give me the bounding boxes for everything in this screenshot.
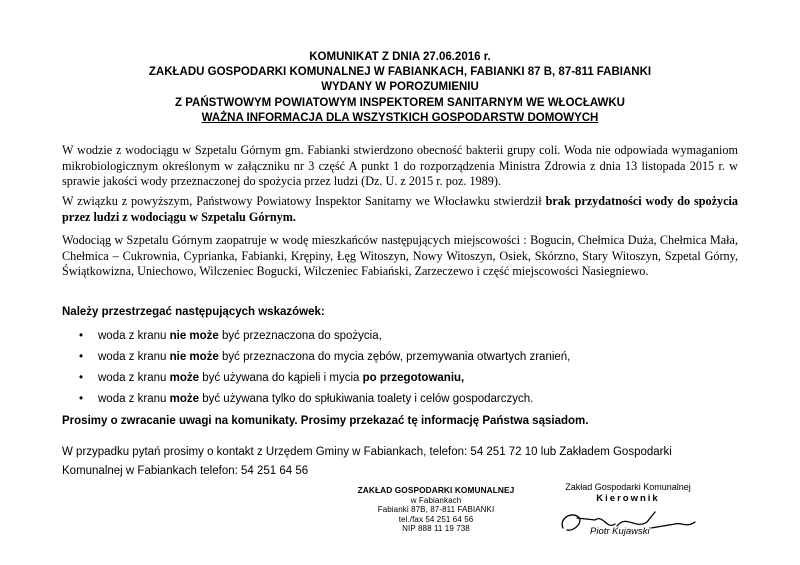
paragraph-localities: Wodociąg w Szpetalu Górnym zaopatruje w wodę mieszkańców następujących miejscowości : Bogucin, Chełmica Duża, Chełmica Mała, Chełmica – Cukrownia, Cyprianka, Fabianki, Krępiny, Łęg Witoszyn, Nowy Witoszyn, Osiek, Skórzno, Stary Witoszyn, Szpetal Górny, Świątkowizna, Uniechowo, Wilczeniec Bogucki, Wilczeniec Fabiański, Zarzeczewo i część miejscowości Nasiegniewo. (62, 233, 738, 278)
neighbors-request: Prosimy o zwracanie uwagi na komunikaty. Prosimy przekazać tę informację Państwa sąsiadom. (62, 415, 589, 427)
list-item: • woda z kranu może być używana do kąpieli i mycia po przegotowaniu, (79, 372, 465, 384)
stamp-line: NIP 888 11 19 738 (402, 524, 470, 533)
bullet-icon: • (79, 393, 84, 405)
manager-org: Zakład Gospodarki Komunalnej (565, 482, 691, 492)
header-agreement-line: WYDANY W POROZUMIENIU (321, 81, 479, 93)
instructions-list (62, 328, 742, 412)
stamp-line: Fabianki 87B, 87-811 FABIANKI (377, 505, 495, 514)
header-date-line: KOMUNIKAT Z DNIA 27.06.2016 r. (309, 51, 491, 63)
stamp-line: ZAKŁAD GOSPODARKI KOMUNALNEJ (357, 485, 515, 495)
contact-line: Komunalnej w Fabiankach telefon: 54 251 64 56 (62, 465, 309, 477)
decision-bold-text: brak przydatności wody do spożycia przez ludzi z wodociągu w Szpetalu Górnym. (62, 194, 738, 224)
paragraph-inspector-decision (62, 194, 738, 225)
manager-title: Kierownik (596, 493, 660, 504)
bullet-icon: • (79, 372, 84, 384)
list-item: • woda z kranu może być używana tylko do spłukiwania toalety i celów gospodarczych. (79, 393, 534, 405)
bullet-icon: • (79, 330, 84, 342)
handwritten-signature (555, 500, 705, 545)
header-important-line: WAŻNA INFORMACJA DLA WSZYSTKICH GOSPODARSTW DOMOWYCH (201, 112, 599, 124)
contact-line: W przypadku pytań prosimy o kontakt z Urzędem Gminy w Fabiankach, telefon: 54 251 72 10 lub Zakładem Gospodarki (62, 446, 672, 458)
stamp-line: tel./fax 54 251 64 56 (398, 514, 474, 524)
list-item: • woda z kranu nie może być przeznaczona do spożycia, (79, 330, 382, 342)
header-inspector-line: Z PAŃSTWOWYM POWIATOWYM INSPEKTOREM SANITARNYM WE WŁOCŁAWKU (175, 97, 625, 109)
stamp-line: w Fabiankach (410, 495, 462, 505)
paragraph-coli-finding: W wodzie z wodociągu w Szpetalu Górnym gm. Fabianki stwierdzono obecność bakterii grupy coli. Woda nie odpowiada wymaganiom mikrobiologicznym określonym w załączniku nr 3 część A punkt 1 do rozporządzenia Ministra Zdrowia z dnia 13 listopada 2015 r. w sprawie jakości wody przeznaczonej do spożycia przez ludzi (Dz. U. z 2015 r. poz. 1989). (62, 143, 738, 188)
instructions-heading: Należy przestrzegać następujących wskazówek: (62, 306, 325, 318)
list-item: • woda z kranu nie może być przeznaczona do mycia zębów, przemywania otwartych zranień, (79, 351, 571, 363)
header-issuer-line: ZAKŁADU GOSPODARKI KOMUNALNEJ W FABIANKACH, FABIANKI 87 B, 87-811 FABIANKI (148, 66, 652, 78)
company-stamp (346, 486, 526, 534)
contact-info (62, 443, 738, 481)
signer-name: Piotr Kujawski (590, 526, 650, 537)
bullet-icon: • (79, 351, 84, 363)
decision-text: W związku z powyższym, Państwowy Powiatowy Inspektor Sanitarny we Włocławku stwierdził (62, 194, 546, 208)
